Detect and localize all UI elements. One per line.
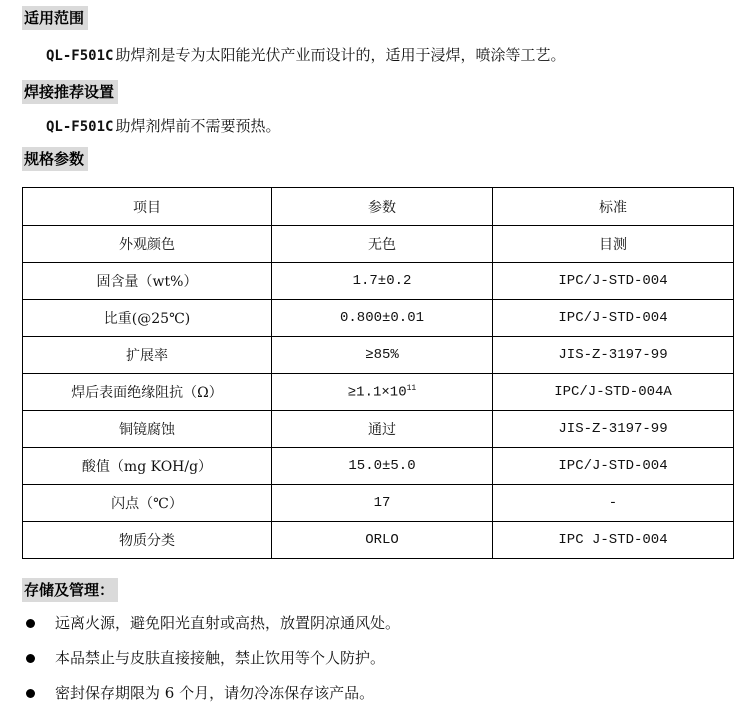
model-code: QL-F501C (46, 119, 114, 135)
section-heading-specs: 规格参数 (22, 147, 88, 171)
settings-paragraph (46, 116, 280, 137)
cell-standard: JIS-Z-3197-99 (493, 337, 734, 374)
cell-value: ORLO (272, 522, 493, 559)
cell-item: 酸值（mg KOH/g） (23, 448, 272, 485)
header-standard: 标准 (493, 188, 734, 226)
cell-value: 15.0±5.0 (272, 448, 493, 485)
bullet-icon (26, 689, 35, 698)
scope-paragraph (46, 45, 565, 66)
cell-value (272, 374, 493, 411)
cell-standard: IPC/J-STD-004 (493, 448, 734, 485)
cell-standard: - (493, 485, 734, 522)
cell-item: 外观颜色 (23, 226, 272, 263)
cell-value: 1.7±0.2 (272, 263, 493, 300)
settings-text: 助焊剂焊前不需要预热。 (115, 117, 281, 135)
table-row (23, 263, 734, 300)
scope-text: 助焊剂是专为太阳能光伏产业而设计的，适用于浸焊，喷涂等工艺。 (115, 46, 566, 64)
cell-value: 17 (272, 485, 493, 522)
cell-standard: IPC/J-STD-004A (493, 374, 734, 411)
cell-item: 物质分类 (23, 522, 272, 559)
list-item-text: 本品禁止与皮肤直接接触，禁止饮用等个人防护。 (55, 649, 386, 667)
list-item (26, 613, 400, 633)
table-row (23, 448, 734, 485)
table-row (23, 522, 734, 559)
cell-value-base: ≥1.1×10 (347, 384, 407, 401)
cell-standard: IPC J-STD-004 (493, 522, 734, 559)
table-row (23, 374, 734, 411)
table-header-row (23, 188, 734, 226)
cell-item: 铜镜腐蚀 (23, 411, 272, 448)
section-heading-storage: 存储及管理： (22, 578, 118, 602)
cell-item: 扩展率 (23, 337, 272, 374)
bullet-icon (26, 619, 35, 628)
header-item: 项目 (23, 188, 272, 226)
cell-standard: JIS-Z-3197-99 (493, 411, 734, 448)
cell-value: ≥85% (272, 337, 493, 374)
cell-value: 0.800±0.01 (272, 300, 493, 337)
list-item-text: 远离火源，避免阳光直射或高热，放置阴凉通风处。 (55, 614, 401, 632)
cell-item: 固含量（wt%） (23, 263, 272, 300)
cell-standard: IPC/J-STD-004 (493, 300, 734, 337)
cell-item: 闪点（℃） (23, 485, 272, 522)
section-heading-settings: 焊接推荐设置 (22, 80, 118, 104)
cell-value-exponent: 11 (406, 383, 417, 393)
cell-standard: IPC/J-STD-004 (493, 263, 734, 300)
table-row (23, 337, 734, 374)
cell-standard: 目测 (493, 226, 734, 263)
model-code: QL-F501C (46, 48, 114, 64)
table-row (23, 485, 734, 522)
list-item (26, 683, 374, 703)
cell-value: 无色 (272, 226, 493, 263)
header-value: 参数 (272, 188, 493, 226)
spec-table (22, 187, 734, 559)
cell-item: 焊后表面绝缘阻抗（Ω） (23, 374, 272, 411)
section-heading-scope: 适用范围 (22, 6, 88, 30)
bullet-icon (26, 654, 35, 663)
list-item-text: 密封保存期限为 6 个月，请勿冷冻保存该产品。 (55, 684, 375, 702)
cell-value: 通过 (272, 411, 493, 448)
table-row (23, 226, 734, 263)
table-row (23, 411, 734, 448)
table-row (23, 300, 734, 337)
list-item (26, 648, 385, 668)
cell-item: 比重(@25℃) (23, 300, 272, 337)
